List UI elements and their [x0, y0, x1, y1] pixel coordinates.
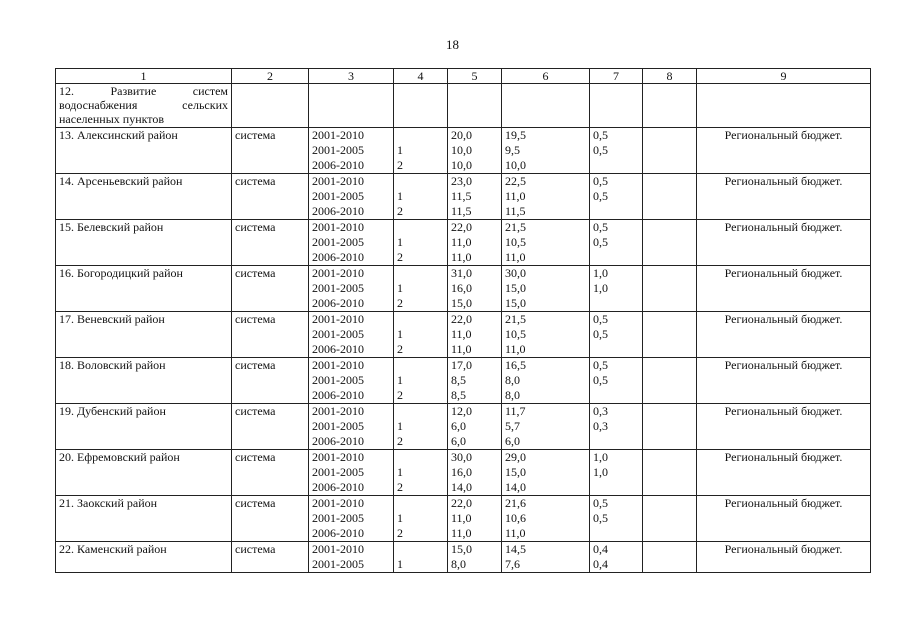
- amount-cell-line: 6,0: [505, 434, 520, 448]
- amount-total-cell-line: 15,0: [451, 542, 472, 556]
- amount-total-cell-line: 12,0: [451, 404, 472, 418]
- period-cell-line: 2001-2005: [312, 373, 364, 387]
- stage-cell-line: 2: [397, 388, 403, 402]
- amount-total-cell-line: 11,5: [451, 204, 472, 218]
- empty-cell: [643, 174, 697, 220]
- period-cell-line: 2001-2010: [312, 496, 364, 510]
- amount-cell-line: 10,6: [505, 511, 526, 525]
- amount-cell: [590, 174, 643, 220]
- stage-cell-line: [397, 266, 444, 281]
- amount-cell-line: 0,5: [593, 174, 608, 188]
- column-number: 6: [502, 69, 590, 84]
- amount-cell: [502, 358, 590, 404]
- district-row: [56, 542, 871, 573]
- amount-cell: [590, 358, 643, 404]
- amount-cell: [590, 266, 643, 312]
- amount-total-cell-line: 17,0: [451, 358, 472, 372]
- amount-cell-line: 8,0: [505, 373, 520, 387]
- district-row: [56, 450, 871, 496]
- amount-cell-line: [593, 434, 639, 449]
- district-name: 17. Веневский район: [56, 312, 232, 358]
- amount-cell-line: 14,0: [505, 480, 526, 494]
- period-cell-line: 2006-2010: [312, 480, 364, 494]
- amount-cell-line: 14,5: [505, 542, 526, 556]
- column-number-row: [56, 69, 871, 84]
- stage-cell-line: 1: [397, 419, 403, 433]
- empty-cell: [697, 84, 871, 128]
- amount-total-cell: [448, 312, 502, 358]
- amount-cell: [590, 542, 643, 573]
- period-cell-line: 2001-2010: [312, 450, 364, 464]
- amount-cell: [502, 496, 590, 542]
- stage-cell: [394, 128, 448, 174]
- empty-cell: [643, 266, 697, 312]
- district-name: 18. Воловский район: [56, 358, 232, 404]
- district-name: 19. Дубенский район: [56, 404, 232, 450]
- amount-cell-line: [593, 204, 639, 219]
- stage-cell-line: 1: [397, 143, 403, 157]
- amount-total-cell-line: 31,0: [451, 266, 472, 280]
- amount-cell-line: 15,0: [505, 465, 526, 479]
- amount-total-cell-line: 15,0: [451, 296, 472, 310]
- funding-source-cell: Региональный бюджет.: [697, 404, 871, 450]
- district-row: [56, 174, 871, 220]
- amount-cell-line: 15,0: [505, 296, 526, 310]
- amount-cell-line: 0,3: [593, 404, 608, 418]
- amount-total-cell-line: 16,0: [451, 465, 472, 479]
- table-body: [56, 84, 871, 573]
- stage-cell: [394, 542, 448, 573]
- stage-cell: [394, 266, 448, 312]
- amount-total-cell-line: 22,0: [451, 496, 472, 510]
- amount-cell-line: 0,4: [593, 557, 608, 571]
- amount-cell-line: 11,0: [505, 526, 526, 540]
- amount-cell: [502, 542, 590, 573]
- stage-cell-line: 1: [397, 373, 403, 387]
- period-cell-line: 2001-2010: [312, 128, 364, 142]
- amount-cell: [590, 128, 643, 174]
- period-cell-line: 2001-2005: [312, 143, 364, 157]
- stage-cell-line: [397, 312, 444, 327]
- amount-total-cell: [448, 220, 502, 266]
- period-cell-line: 2001-2005: [312, 419, 364, 433]
- period-cell: [309, 128, 394, 174]
- amount-cell-line: 0,5: [593, 189, 608, 203]
- stage-cell-line: 2: [397, 296, 403, 310]
- amount-cell-line: 0,5: [593, 511, 608, 525]
- stage-cell-line: 1: [397, 511, 403, 525]
- amount-total-cell-line: 11,0: [451, 250, 472, 264]
- stage-cell-line: [397, 358, 444, 373]
- amount-cell-line: 19,5: [505, 128, 526, 142]
- amount-total-cell-line: 8,5: [451, 373, 466, 387]
- amount-cell-line: 21,5: [505, 312, 526, 326]
- amount-cell-line: 1,0: [593, 266, 608, 280]
- amount-cell: [502, 404, 590, 450]
- period-cell-line: 2001-2010: [312, 542, 364, 556]
- amount-cell-line: [593, 480, 639, 495]
- district-name: 14. Арсеньевский район: [56, 174, 232, 220]
- unit-cell: система: [232, 312, 309, 358]
- period-cell-line: 2001-2010: [312, 220, 364, 234]
- amount-cell: [590, 404, 643, 450]
- amount-cell-line: 16,5: [505, 358, 526, 372]
- amount-cell-line: [593, 342, 639, 357]
- district-name: 21. Заокский район: [56, 496, 232, 542]
- funding-source-cell: Региональный бюджет.: [697, 358, 871, 404]
- stage-cell: [394, 358, 448, 404]
- empty-cell: [309, 84, 394, 128]
- amount-total-cell: [448, 542, 502, 573]
- stage-cell-line: 1: [397, 189, 403, 203]
- column-number: 5: [448, 69, 502, 84]
- empty-cell: [643, 220, 697, 266]
- amount-total-cell-line: 10,0: [451, 158, 472, 172]
- stage-cell: [394, 450, 448, 496]
- stage-cell-line: [397, 542, 444, 557]
- period-cell: [309, 266, 394, 312]
- district-row: [56, 404, 871, 450]
- unit-cell: система: [232, 450, 309, 496]
- amount-total-cell-line: 20,0: [451, 128, 472, 142]
- amount-cell-line: 8,0: [505, 388, 520, 402]
- amount-total-cell: [448, 358, 502, 404]
- amount-cell-line: 10,5: [505, 327, 526, 341]
- amount-cell-line: 0,5: [593, 128, 608, 142]
- amount-cell-line: 5,7: [505, 419, 520, 433]
- amount-cell-line: [593, 388, 639, 403]
- empty-cell: [590, 84, 643, 128]
- district-row: [56, 358, 871, 404]
- period-cell-line: 2001-2010: [312, 358, 364, 372]
- amount-total-cell-line: 16,0: [451, 281, 472, 295]
- district-row: [56, 312, 871, 358]
- amount-cell: [502, 174, 590, 220]
- unit-cell: система: [232, 128, 309, 174]
- amount-total-cell: [448, 496, 502, 542]
- column-number: 7: [590, 69, 643, 84]
- funding-source-cell: Региональный бюджет.: [697, 128, 871, 174]
- stage-cell-line: 1: [397, 465, 403, 479]
- amount-total-cell-line: 8,0: [451, 557, 466, 571]
- period-cell-line: 2001-2005: [312, 281, 364, 295]
- amount-total-cell-line: 6,0: [451, 419, 466, 433]
- stage-cell: [394, 312, 448, 358]
- period-cell-line: 2006-2010: [312, 204, 364, 218]
- period-cell-line: 2006-2010: [312, 526, 364, 540]
- amount-cell-line: 1,0: [593, 465, 608, 479]
- amount-total-cell: [448, 266, 502, 312]
- period-cell-line: 2001-2005: [312, 557, 364, 571]
- amount-total-cell-line: 11,0: [451, 235, 472, 249]
- amount-cell-line: 0,5: [593, 143, 608, 157]
- column-number: 1: [56, 69, 232, 84]
- amount-total-cell-line: 11,0: [451, 342, 472, 356]
- stage-cell-line: [397, 404, 444, 419]
- period-cell: [309, 174, 394, 220]
- amount-total-cell-line: 14,0: [451, 480, 472, 494]
- unit-cell: система: [232, 220, 309, 266]
- amount-cell: [590, 220, 643, 266]
- amount-cell-line: [593, 250, 639, 265]
- stage-cell-line: 1: [397, 327, 403, 341]
- stage-cell-line: 2: [397, 526, 403, 540]
- period-cell-line: 2006-2010: [312, 434, 364, 448]
- section-row: [56, 84, 871, 128]
- stage-cell-line: [397, 496, 444, 511]
- period-cell-line: 2006-2010: [312, 388, 364, 402]
- stage-cell-line: [397, 450, 444, 465]
- amount-total-cell-line: 22,0: [451, 220, 472, 234]
- empty-cell: [643, 450, 697, 496]
- amount-cell-line: 10,0: [505, 158, 526, 172]
- amount-cell: [590, 496, 643, 542]
- funding-source-cell: Региональный бюджет.: [697, 542, 871, 573]
- amount-total-cell-line: 11,5: [451, 189, 472, 203]
- unit-cell: система: [232, 542, 309, 573]
- amount-total-cell-line: 22,0: [451, 312, 472, 326]
- funding-source-cell: Региональный бюджет.: [697, 220, 871, 266]
- amount-total-cell-line: 11,0: [451, 526, 472, 540]
- period-cell-line: 2006-2010: [312, 342, 364, 356]
- amount-total-cell-line: 23,0: [451, 174, 472, 188]
- stage-cell-line: [397, 220, 444, 235]
- amount-cell-line: 30,0: [505, 266, 526, 280]
- district-name: 22. Каменский район: [56, 542, 232, 573]
- amount-cell-line: 0,5: [593, 358, 608, 372]
- period-cell: [309, 496, 394, 542]
- amount-cell-line: 1,0: [593, 450, 608, 464]
- stage-cell-line: 1: [397, 235, 403, 249]
- empty-cell: [643, 312, 697, 358]
- district-name: 15. Белевский район: [56, 220, 232, 266]
- amount-cell-line: 11,0: [505, 189, 526, 203]
- district-row: [56, 128, 871, 174]
- period-cell-line: 2001-2005: [312, 465, 364, 479]
- stage-cell-line: [397, 174, 444, 189]
- district-row: [56, 266, 871, 312]
- empty-cell: [232, 84, 309, 128]
- empty-cell: [394, 84, 448, 128]
- amount-cell-line: [593, 158, 639, 173]
- period-cell-line: 2001-2005: [312, 189, 364, 203]
- period-cell-line: 2001-2010: [312, 266, 364, 280]
- amount-cell-line: 10,5: [505, 235, 526, 249]
- empty-cell: [643, 358, 697, 404]
- period-cell-line: 2001-2010: [312, 312, 364, 326]
- amount-cell-line: 11,5: [505, 204, 526, 218]
- district-name: 16. Богородицкий район: [56, 266, 232, 312]
- document-table: [55, 68, 871, 573]
- district-row: [56, 496, 871, 542]
- amount-total-cell-line: 6,0: [451, 434, 466, 448]
- period-cell: [309, 404, 394, 450]
- amount-cell-line: 9,5: [505, 143, 520, 157]
- stage-cell: [394, 404, 448, 450]
- stage-cell-line: 2: [397, 158, 403, 172]
- period-cell: [309, 312, 394, 358]
- funding-source-cell: Региональный бюджет.: [697, 174, 871, 220]
- district-row: [56, 220, 871, 266]
- amount-total-cell-line: 11,0: [451, 511, 472, 525]
- empty-cell: [643, 128, 697, 174]
- period-cell: [309, 450, 394, 496]
- empty-cell: [643, 404, 697, 450]
- amount-cell: [590, 450, 643, 496]
- amount-cell-line: 29,0: [505, 450, 526, 464]
- period-cell-line: 2001-2010: [312, 174, 364, 188]
- amount-cell-line: 21,6: [505, 496, 526, 510]
- column-number: 9: [697, 69, 871, 84]
- period-cell-line: 2006-2010: [312, 158, 364, 172]
- period-cell: [309, 220, 394, 266]
- amount-cell-line: [593, 296, 639, 311]
- amount-cell-line: 22,5: [505, 174, 526, 188]
- amount-total-cell-line: 10,0: [451, 143, 472, 157]
- amount-cell-line: 0,3: [593, 419, 608, 433]
- amount-cell: [502, 312, 590, 358]
- stage-cell-line: 2: [397, 342, 403, 356]
- amount-cell-line: 0,5: [593, 220, 608, 234]
- amount-cell-line: 7,6: [505, 557, 520, 571]
- amount-cell-line: 0,4: [593, 542, 608, 556]
- unit-cell: система: [232, 404, 309, 450]
- period-cell-line: 2001-2005: [312, 327, 364, 341]
- amount-cell-line: 0,5: [593, 235, 608, 249]
- empty-cell: [643, 542, 697, 573]
- section-title: 12. Развитие систем водоснабжения сельских населенных пунктов: [56, 84, 232, 128]
- unit-cell: система: [232, 266, 309, 312]
- stage-cell-line: 2: [397, 250, 403, 264]
- empty-cell: [448, 84, 502, 128]
- amount-total-cell-line: 11,0: [451, 327, 472, 341]
- stage-cell: [394, 496, 448, 542]
- amount-total-cell: [448, 174, 502, 220]
- column-number: 4: [394, 69, 448, 84]
- funding-source-cell: Региональный бюджет.: [697, 312, 871, 358]
- funding-source-cell: Региональный бюджет.: [697, 266, 871, 312]
- amount-cell-line: 0,5: [593, 312, 608, 326]
- period-cell-line: 2001-2010: [312, 404, 364, 418]
- amount-cell-line: 0,5: [593, 496, 608, 510]
- column-number: 3: [309, 69, 394, 84]
- amount-cell-line: 15,0: [505, 281, 526, 295]
- column-number: 2: [232, 69, 309, 84]
- period-cell-line: 2006-2010: [312, 296, 364, 310]
- amount-total-cell: [448, 404, 502, 450]
- stage-cell-line: 2: [397, 434, 403, 448]
- period-cell: [309, 542, 394, 573]
- amount-total-cell: [448, 450, 502, 496]
- amount-cell: [502, 266, 590, 312]
- amount-cell-line: 0,5: [593, 327, 608, 341]
- empty-cell: [502, 84, 590, 128]
- period-cell-line: 2001-2005: [312, 511, 364, 525]
- period-cell: [309, 358, 394, 404]
- amount-cell-line: 1,0: [593, 281, 608, 295]
- funding-source-cell: Региональный бюджет.: [697, 496, 871, 542]
- amount-total-cell-line: 8,5: [451, 388, 466, 402]
- stage-cell-line: 2: [397, 480, 403, 494]
- amount-cell-line: 11,0: [505, 342, 526, 356]
- stage-cell-line: 1: [397, 281, 403, 295]
- amount-cell-line: 11,7: [505, 404, 526, 418]
- unit-cell: система: [232, 174, 309, 220]
- amount-cell-line: 21,5: [505, 220, 526, 234]
- stage-cell-line: [397, 128, 444, 143]
- period-cell-line: 2001-2005: [312, 235, 364, 249]
- amount-cell: [590, 312, 643, 358]
- amount-total-cell-line: 30,0: [451, 450, 472, 464]
- stage-cell-line: 1: [397, 557, 403, 571]
- period-cell-line: 2006-2010: [312, 250, 364, 264]
- empty-cell: [643, 84, 697, 128]
- amount-cell-line: 0,5: [593, 373, 608, 387]
- amount-cell-line: [593, 526, 639, 541]
- amount-total-cell: [448, 128, 502, 174]
- page-number: 18: [446, 37, 459, 52]
- unit-cell: система: [232, 496, 309, 542]
- unit-cell: система: [232, 358, 309, 404]
- column-number: 8: [643, 69, 697, 84]
- stage-cell: [394, 174, 448, 220]
- funding-source-cell: Региональный бюджет.: [697, 450, 871, 496]
- amount-cell: [502, 128, 590, 174]
- stage-cell-line: 2: [397, 204, 403, 218]
- stage-cell: [394, 220, 448, 266]
- amount-cell-line: 11,0: [505, 250, 526, 264]
- amount-cell: [502, 220, 590, 266]
- district-name: 20. Ефремовский район: [56, 450, 232, 496]
- amount-cell: [502, 450, 590, 496]
- empty-cell: [643, 496, 697, 542]
- district-name: 13. Алексинский район: [56, 128, 232, 174]
